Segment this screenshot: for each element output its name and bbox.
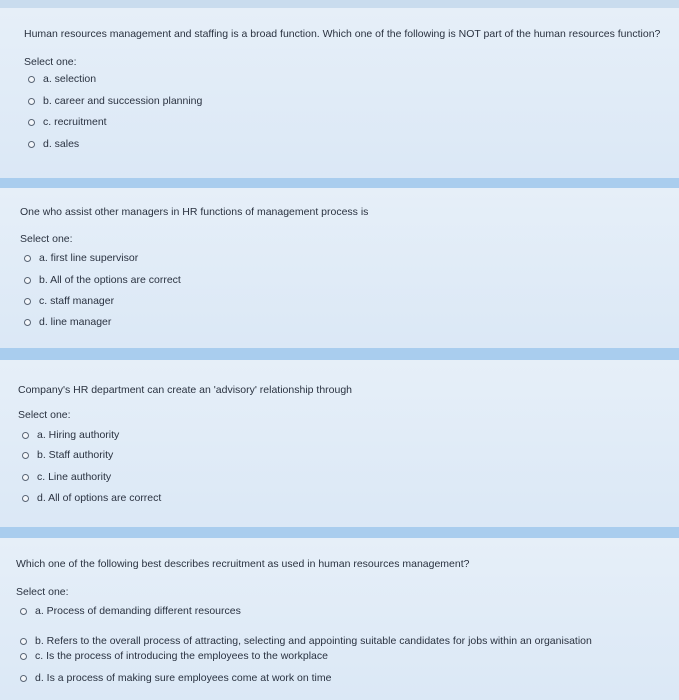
option-label: d. All of options are correct	[37, 492, 162, 504]
radio-button[interactable]	[28, 76, 35, 83]
option-d[interactable]	[28, 138, 79, 150]
select-one-label: Select one:	[20, 233, 73, 245]
option-a[interactable]	[20, 605, 241, 617]
option-d[interactable]	[20, 672, 331, 684]
question-card-3	[0, 360, 679, 527]
option-label: c. staff manager	[39, 295, 115, 307]
radio-button[interactable]	[24, 298, 31, 305]
radio-button[interactable]	[22, 452, 29, 459]
option-d[interactable]	[24, 316, 111, 328]
card-separator	[0, 527, 679, 538]
option-label: b. career and succession planning	[43, 95, 203, 107]
option-label: a. selection	[43, 73, 97, 85]
radio-button[interactable]	[24, 255, 31, 262]
option-b[interactable]	[24, 274, 181, 286]
radio-button[interactable]	[20, 608, 27, 615]
select-one-label: Select one:	[16, 586, 69, 598]
question-text: One who assist other managers in HR functions of management process is	[20, 206, 369, 218]
option-b[interactable]	[22, 449, 113, 461]
radio-button[interactable]	[20, 638, 27, 645]
question-text: Human resources management and staffing is a broad function. Which one of the following is NOT part of the human resources function?	[24, 28, 661, 40]
option-b[interactable]	[20, 635, 592, 647]
radio-button[interactable]	[28, 119, 35, 126]
radio-button[interactable]	[20, 653, 27, 660]
option-a[interactable]	[24, 252, 138, 264]
radio-button[interactable]	[28, 141, 35, 148]
option-a[interactable]	[22, 429, 119, 441]
radio-button[interactable]	[22, 432, 29, 439]
radio-button[interactable]	[22, 495, 29, 502]
option-a[interactable]	[28, 73, 96, 85]
option-label: d. line manager	[39, 316, 112, 328]
option-c[interactable]	[24, 295, 114, 307]
option-label: c. Is the process of introducing the employees to the workplace	[35, 650, 328, 662]
option-label: c. Line authority	[37, 471, 112, 483]
question-card-2	[0, 188, 679, 348]
question-card-1	[0, 8, 679, 178]
option-c[interactable]	[28, 116, 107, 128]
radio-button[interactable]	[22, 474, 29, 481]
top-strip	[0, 0, 679, 8]
question-card-4	[0, 538, 679, 700]
option-label: a. Hiring authority	[37, 429, 120, 441]
option-c[interactable]	[22, 471, 111, 483]
question-text: Company's HR department can create an 'advisory' relationship through	[18, 384, 353, 396]
radio-button[interactable]	[24, 277, 31, 284]
card-separator	[0, 178, 679, 188]
option-label: b. Refers to the overall process of attracting, selecting and appointing suitable candidates for jobs within an organisation	[35, 635, 592, 647]
select-one-label: Select one:	[24, 56, 77, 68]
option-c[interactable]	[20, 650, 328, 662]
radio-button[interactable]	[20, 675, 27, 682]
option-label: c. recruitment	[43, 116, 107, 128]
option-label: a. first line supervisor	[39, 252, 139, 264]
radio-button[interactable]	[28, 98, 35, 105]
option-label: b. All of the options are correct	[39, 274, 181, 286]
option-label: a. Process of demanding different resources	[35, 605, 241, 617]
card-separator	[0, 348, 679, 360]
option-label: d. sales	[43, 138, 80, 150]
radio-button[interactable]	[24, 319, 31, 326]
option-label: d. Is a process of making sure employees come at work on time	[35, 672, 332, 684]
question-text: Which one of the following best describes recruitment as used in human resources management?	[16, 558, 470, 570]
option-b[interactable]	[28, 95, 202, 107]
select-one-label: Select one:	[18, 409, 71, 421]
option-d[interactable]	[22, 492, 161, 504]
option-label: b. Staff authority	[37, 449, 114, 461]
